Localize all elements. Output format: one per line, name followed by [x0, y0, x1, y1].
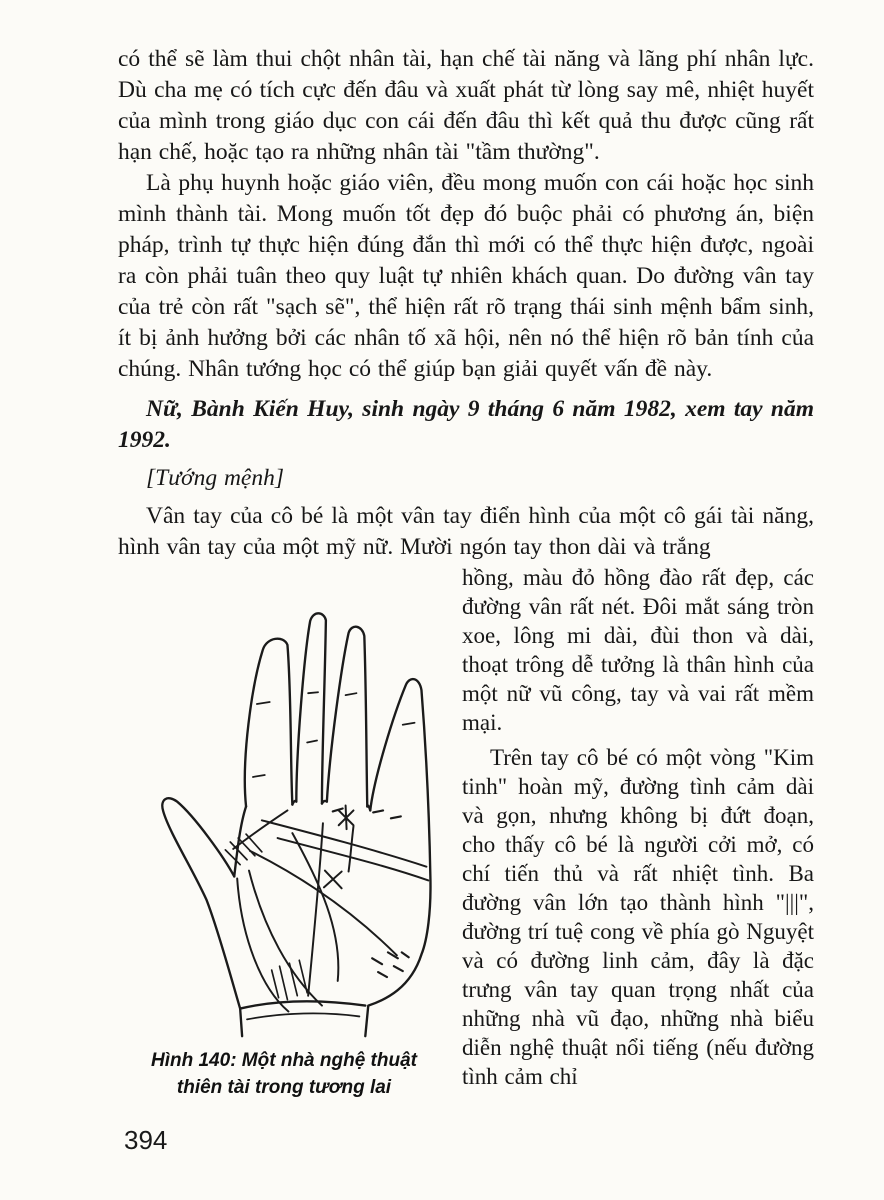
figure-caption-line1: Hình 140: Một nhà nghệ thuật — [151, 1050, 417, 1071]
paragraph-advice: Là phụ huynh hoặc giáo viên, đều mong muốn con cái hoặc học sinh mình thành tài. Mong muốn tốt đẹp đó buộc phải có phương án, biện pháp, trình tự thực hiện đúng đắn thì mới có thể thực hiện được, ngoài ra còn phải tuân theo quy luật tự nhiên khách quan. Do đường vân tay của trẻ còn rất "sạch sẽ", thể hiện rất rõ trạng thái sinh mệnh bẩm sinh, ít bị ảnh hưởng bởi các nhân tố xã hội, nên nó thể hiện rõ bản tính của chúng. Nhân tướng học có thể giúp bạn giải quyết vấn đề này. — [118, 170, 814, 382]
figure-caption-line2: thiên tài trong tương lai — [176, 1077, 392, 1098]
paragraph-palm-reading: Trên tay cô bé có một vòng "Kim tinh" hoàn mỹ, đường tình cảm dài và gọn, nhưng không bị đứt đoạn, cho thấy cô bé là người cởi mở, có chí tiến thủ và rất nhiệt tình. Ba đường vân lớn tạo thành hình "|||", đường trí tuệ cong về phía gò Nguyệt và có đường linh cảm, đây là đặc trưng vân tay quan trọng nhất của những nhà vũ đạo, những nhà biểu diễn nghệ thuật nổi tiếng (nếu đường tình cảm chỉ — [462, 745, 814, 1089]
case-heading: Nữ, Bành Kiến Huy, sinh ngày 9 tháng 6 năm 1982, xem tay năm 1992. — [118, 396, 814, 453]
section-label: [Tướng mệnh] — [146, 465, 284, 491]
paragraph-description-intro: Vân tay của cô bé là một vân tay điển hình của một cô gái tài năng, hình vân tay của một mỹ nữ. Mười ngón tay thon dài và trắng — [118, 503, 814, 560]
page-footer — [118, 1101, 814, 1156]
hand-palm-illustration — [114, 573, 454, 1043]
paragraph-continuation: có thể sẽ làm thui chột nhân tài, hạn chế tài năng và lãng phí nhân lực. Dù cha mẹ có tích cực đến đâu và xuất phát từ lòng say mê, nhiệt huyết của mình trong giáo dục con cái đến đâu thì kết quả thu được cũng rất hạn chế, hoặc tạo ra những nhân tài "tầm thường". — [118, 46, 814, 165]
figure-140 — [110, 573, 458, 1101]
page-number: 394 — [124, 1125, 168, 1155]
paragraph-description-wrapped: hồng, màu đỏ hồng đào rất đẹp, các đường vân rất nét. Đôi mắt sáng tròn xoe, lông mi dài, đùi thon và dài, thoạt trông dễ tưởng là thân hình của một nữ vũ công, tay và vai rất mềm mại. — [462, 565, 814, 735]
figure-caption — [110, 1047, 458, 1101]
